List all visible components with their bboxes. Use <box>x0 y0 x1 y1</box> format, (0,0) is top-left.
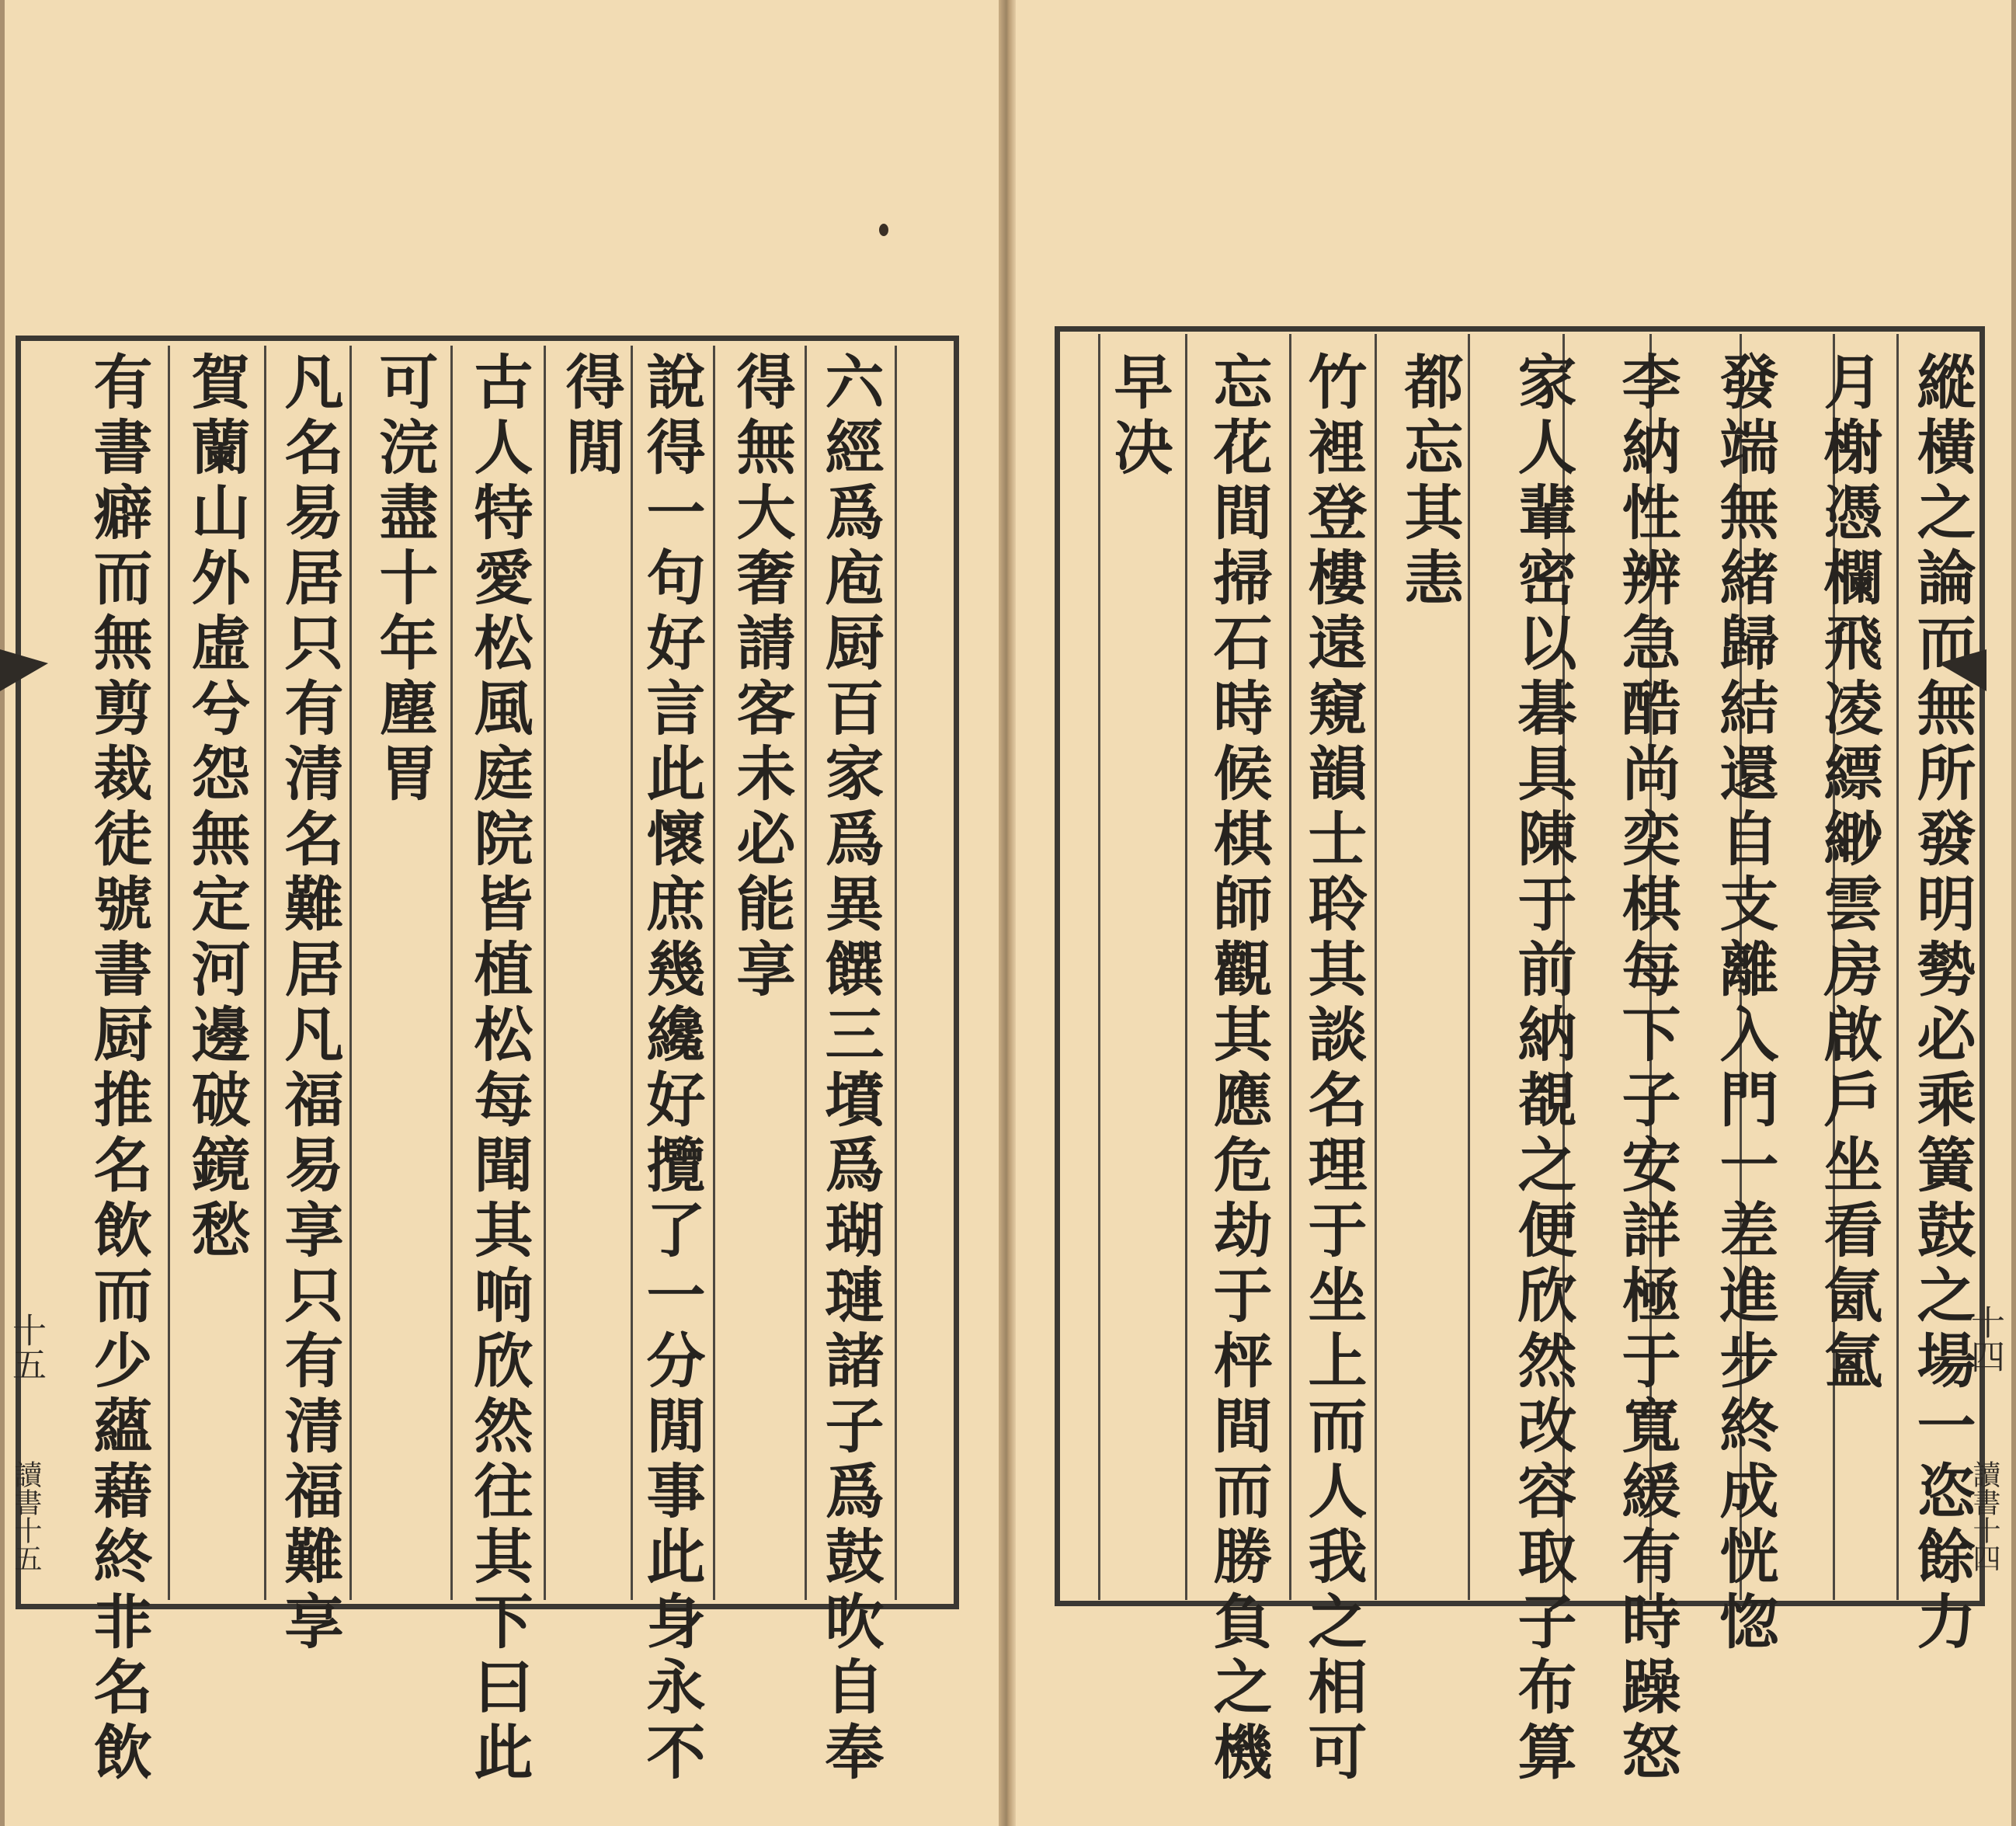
ink-spot <box>879 224 888 236</box>
text-column: 月榭憑欄飛凌縹緲雲房啟戶坐看氤氳 <box>1814 351 1883 1395</box>
text-column: 都忘其恚 <box>1395 351 1464 612</box>
text-column: 早决 <box>1104 351 1173 482</box>
text-column: 賀蘭山外虛兮怨無定河邊破鏡愁 <box>182 351 251 1264</box>
column-rule <box>544 346 546 1600</box>
text-column: 竹裡登樓遠窺韻士聆其談名理于坐上而人我之相可 <box>1298 351 1368 1786</box>
text-column: 六經爲庖厨百家爲異饌三墳爲瑚璉諸子爲鼓吹自奉 <box>815 351 885 1786</box>
column-rule <box>1375 334 1377 1600</box>
fish-tail-mark <box>0 649 48 691</box>
column-rule <box>1289 334 1291 1600</box>
text-column: 家人輩密以碁具陳于前納覩之便欣然改容取子布算 <box>1508 351 1577 1786</box>
text-column: 縱橫之論而無所發明勢必乘簧鼓之場一恣餘力 <box>1907 351 1976 1656</box>
text-column: 忘花間掃石時候棋師觀其應危劫于枰間而勝負之機 <box>1204 351 1273 1786</box>
text-column: 古人特愛松風庭院皆植松每聞其响欣然往其下曰此 <box>464 351 534 1786</box>
left-page-edge <box>0 0 5 1826</box>
page-number: 十五 <box>6 1313 46 1381</box>
text-column: 凡名易居只有清名難居凡福易享只有清福難享 <box>275 351 344 1656</box>
text-column: 李納性辨急酷尚奕棋每下子安詳極于寬緩有時躁怒 <box>1612 351 1681 1786</box>
column-rule <box>895 346 897 1600</box>
column-rule <box>1098 334 1100 1600</box>
column-rule <box>168 346 170 1600</box>
column-rule <box>450 346 453 1600</box>
text-column: 得閒 <box>556 351 625 482</box>
text-column: 有書癖而無剪裁徒號書厨推名飲而少蘊藉終非名飲 <box>84 351 153 1786</box>
column-rule <box>805 346 807 1600</box>
text-column: 得無大奢請客未必能享 <box>727 351 796 1003</box>
page-number: 十四 <box>1965 1305 2004 1373</box>
column-rule <box>349 346 352 1600</box>
fold-title: 讀書十四 <box>1969 1460 2000 1572</box>
right-page-edge <box>2011 0 2016 1826</box>
column-rule <box>1468 334 1470 1600</box>
book-gutter <box>999 0 1016 1826</box>
text-column: 發端無緒歸結還自支離入門一差進步終成恍惚 <box>1710 351 1779 1656</box>
column-rule <box>1185 334 1187 1600</box>
column-rule <box>713 346 715 1600</box>
column-rule <box>264 346 266 1600</box>
text-column: 說得一句好言此懷庶幾纔好攬了一分閒事此身永不 <box>637 351 706 1786</box>
fish-tail-mark <box>1938 649 1986 691</box>
text-column: 可浣盡十年塵胃 <box>370 351 439 808</box>
fold-title: 讀書十五 <box>10 1460 42 1572</box>
column-rule <box>1896 334 1899 1600</box>
